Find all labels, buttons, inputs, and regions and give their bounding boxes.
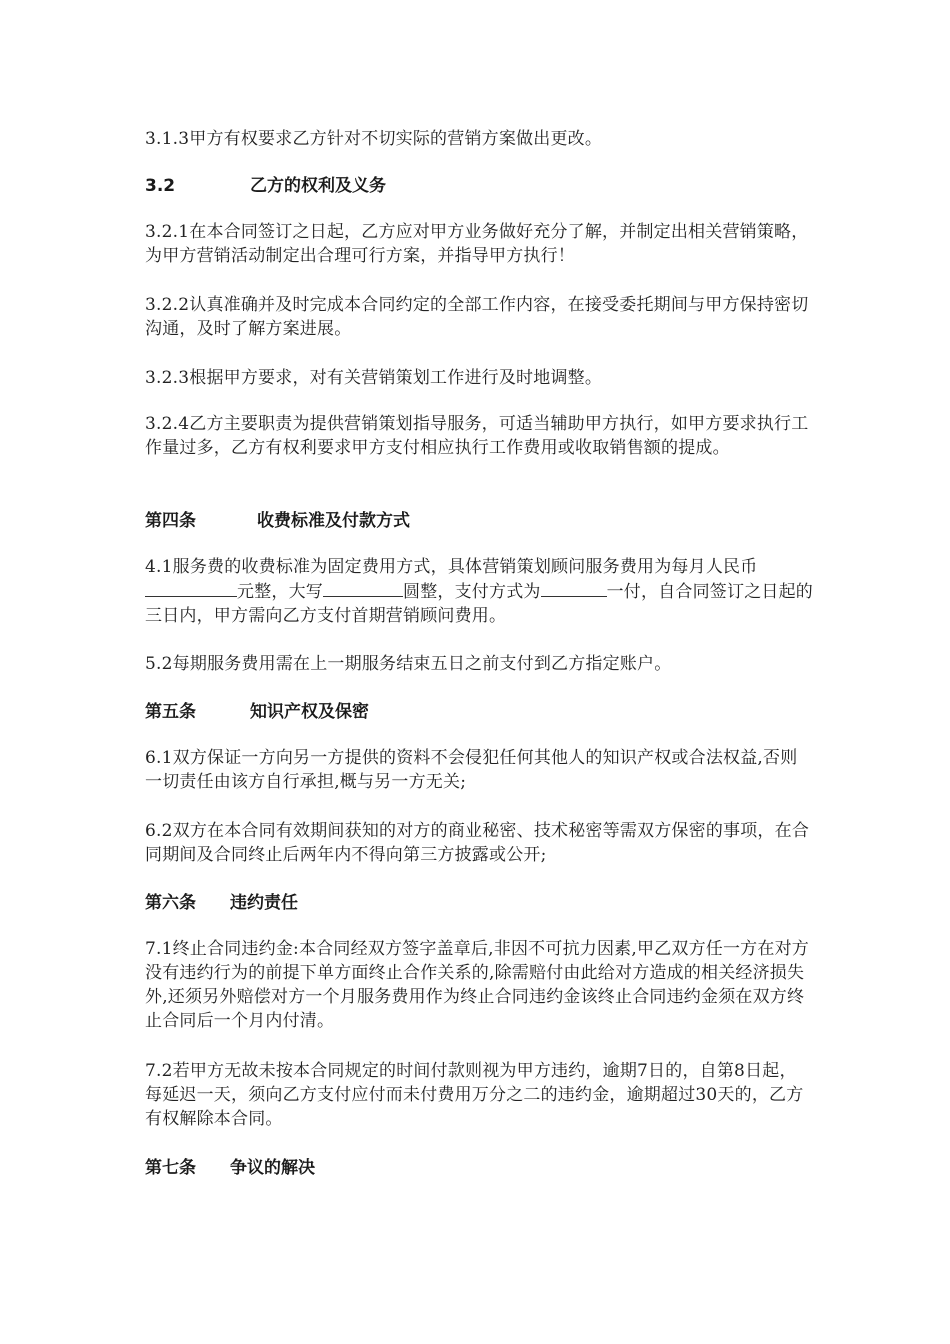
section-heading-3-2 [145, 174, 386, 198]
article-number: 第五条 [145, 702, 196, 722]
clause-4-1-text-2: 元整，大写 [237, 582, 323, 602]
payment-method-blank[interactable] [541, 579, 607, 597]
clause-7-1: 7.1终止合同违约金:本合同经双方签字盖章后,非因不可抗力因素,甲乙双方任一方在对方没有违约行为的前提下单方面终止合作关系的,除需赔付由此给对方造成的相关经济损失外,还须另外赔偿对方一个月服务费用作为终止合同违约金该终止合同违约金须在双方终止合同后一个月内付清。 [145, 939, 809, 1031]
clause-3-1-3: 3.1.3甲方有权要求乙方针对不切实际的营销方案做出更改。 [145, 129, 603, 149]
clause-3-2-4: 3.2.4乙方主要职责为提供营销策划指导服务，可适当辅助甲方执行，如甲方要求执行工作量过多，乙方有权利要求甲方支付相应执行工作费用或收取销售额的提成。 [145, 414, 809, 458]
clause-3-2-1: 3.2.1在本合同签订之日起，乙方应对甲方业务做好充分了解，并制定出相关营销策略，为甲方营销活动制定出合理可行方案，并指导甲方执行！ [145, 222, 809, 266]
fee-in-words-blank[interactable] [323, 579, 403, 597]
clause-3-2-2: 3.2.2认真准确并及时完成本合同约定的全部工作内容，在接受委托期间与甲方保持密切沟通，及时了解方案进展。 [145, 295, 809, 339]
clause-4-1 [145, 555, 813, 628]
section-title: 乙方的权利及义务 [250, 176, 386, 196]
article-title: 争议的解决 [230, 1158, 315, 1178]
section-number: 3.2 [145, 176, 176, 196]
article-heading-5 [145, 700, 369, 724]
clause-3-2-3: 3.2.3根据甲方要求，对有关营销策划工作进行及时地调整。 [145, 368, 603, 388]
clause-5-2: 5.2每期服务费用需在上一期服务结束五日之前支付到乙方指定账户。 [145, 654, 672, 674]
clause-7-2: 7.2若甲方无故未按本合同规定的时间付款则视为甲方违约，逾期7日的，自第8日起，每延迟一天，须向乙方支付应付而未付费用万分之二的违约金，逾期超过30天的，乙方有权解除本合同。 [145, 1061, 804, 1129]
article-title: 收费标准及付款方式 [257, 511, 410, 531]
clause-6-2: 6.2双方在本合同有效期间获知的对方的商业秘密、技术秘密等需双方保密的事项，在合同期间及合同终止后两年内不得向第三方披露或公开; [145, 821, 810, 865]
article-heading-6 [145, 891, 298, 915]
monthly-fee-blank[interactable] [145, 579, 237, 597]
article-number: 第七条 [145, 1158, 196, 1178]
article-heading-4 [145, 509, 410, 533]
clause-4-1-text-3: 圆整，支付方式为 [403, 582, 541, 602]
article-number: 第六条 [145, 893, 196, 913]
clause-6-1: 6.1双方保证一方向另一方提供的资料不会侵犯任何其他人的知识产权或合法权益,否则一切责任由该方自行承担,概与另一方无关; [145, 748, 798, 792]
article-title: 违约责任 [230, 893, 298, 913]
clause-4-1-text-4: 一付，自合同签订之日起的三日内，甲方需向乙方支付首期营销顾问费用。 [145, 582, 814, 626]
article-title: 知识产权及保密 [250, 702, 369, 722]
article-number: 第四条 [145, 511, 196, 531]
clause-4-1-text-1: 4.1服务费的收费标准为固定费用方式，具体营销策划顾问服务费用为每月人民币 [145, 557, 758, 577]
article-heading-7 [145, 1156, 315, 1180]
